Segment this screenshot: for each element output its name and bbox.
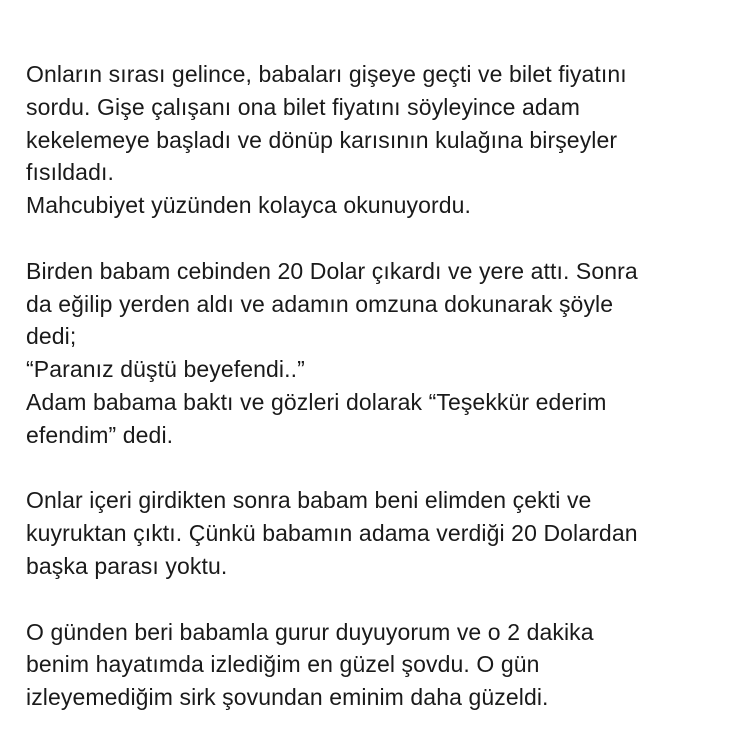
text-line: fısıldadı. — [26, 159, 114, 186]
text-line: “Paranız düştü beyefendi..” — [26, 356, 305, 383]
paragraph-1 — [26, 58, 726, 222]
text-line: O günden beri babamla gurur duyuyorum ve o 2 dakika — [26, 618, 594, 645]
paragraph-4 — [26, 616, 726, 714]
text-line: Onlar içeri girdikten sonra babam beni elimden çekti ve — [26, 487, 592, 514]
text-line: kekelemeye başladı ve dönüp karısının kulağına birşeyler — [26, 126, 618, 153]
text-line: sordu. Gişe çalışanı ona bilet fiyatını söyleyince adam — [26, 93, 580, 120]
paragraph-3 — [26, 484, 726, 582]
paragraph-2 — [26, 255, 726, 452]
text-line: Birden babam cebinden 20 Dolar çıkardı ve yere attı. Sonra — [26, 257, 638, 284]
story-text — [26, 58, 726, 714]
text-line: Adam babama baktı ve gözleri dolarak “Teşekkür ederim — [26, 388, 607, 415]
text-line: Mahcubiyet yüzünden kolayca okunuyordu. — [26, 192, 472, 219]
text-line: dedi; — [26, 323, 77, 350]
text-line: izleyemediğim sirk şovundan eminim daha güzeldi. — [26, 684, 549, 711]
text-line: benim hayatımda izlediğim en güzel şovdu. O gün — [26, 651, 540, 678]
text-line: da eğilip yerden aldı ve adamın omzuna dokunarak şöyle — [26, 290, 614, 317]
text-line: efendim” dedi. — [26, 421, 174, 448]
text-line: Onların sırası gelince, babaları gişeye geçti ve bilet fiyatını — [26, 61, 627, 87]
text-line: başka parası yoktu. — [26, 552, 228, 579]
text-line: kuyruktan çıktı. Çünkü babamın adama verdiği 20 Dolardan — [26, 520, 638, 547]
